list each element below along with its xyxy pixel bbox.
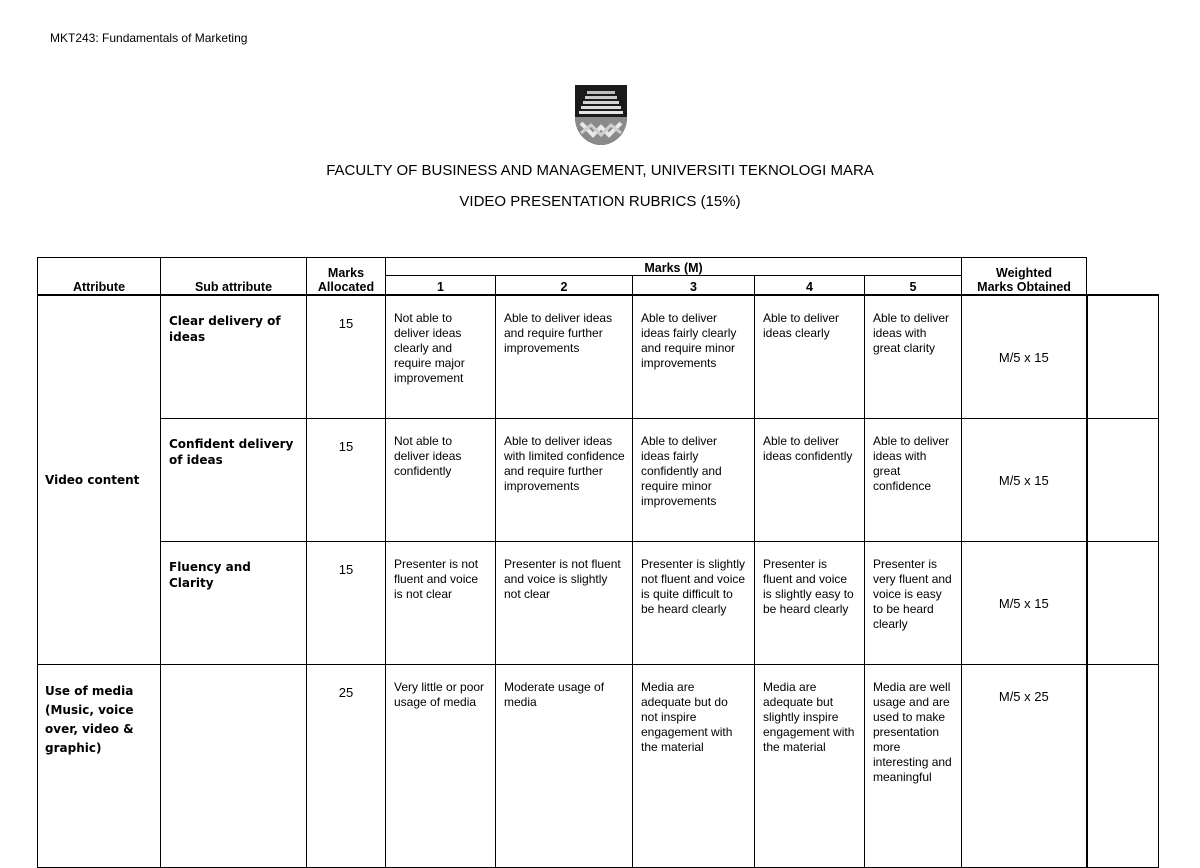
header-weighted-label: Weighted bbox=[996, 266, 1053, 280]
marks-allocated: 15 bbox=[307, 419, 386, 542]
header-obtained-label: Marks Obtained bbox=[977, 280, 1071, 294]
rubric-table bbox=[37, 257, 1159, 868]
attribute-video-content: Video content bbox=[38, 295, 161, 665]
header-level-1: 1 bbox=[386, 276, 496, 296]
university-crest-icon bbox=[573, 83, 629, 147]
header-allocated-label: Allocated bbox=[317, 280, 375, 294]
header-marks-m: Marks (M) bbox=[386, 258, 962, 276]
rubric-title: VIDEO PRESENTATION RUBRICS (15%) bbox=[459, 193, 741, 210]
sub-attribute: Fluency and Clarity bbox=[161, 542, 307, 665]
marks-obtained-cell bbox=[1087, 542, 1159, 665]
marks-obtained-cell bbox=[1087, 295, 1159, 419]
level-4-desc: Able to deliver ideas clearly bbox=[755, 295, 865, 419]
level-3-desc: Able to deliver ideas fairly clearly and require minor improvements bbox=[633, 295, 755, 419]
sub-attribute: Clear delivery of ideas bbox=[161, 295, 307, 419]
header-level-2: 2 bbox=[496, 276, 633, 296]
level-2-desc: Able to deliver ideas with limited confidence and require further improvements bbox=[496, 419, 633, 542]
header-sub-attribute: Sub attribute bbox=[161, 258, 307, 296]
weighted-formula: M/5 x 15 bbox=[962, 419, 1087, 542]
level-2-desc: Able to deliver ideas and require further improvements bbox=[496, 295, 633, 419]
level-4-desc: Presenter is fluent and voice is slightly easy to be heard clearly bbox=[755, 542, 865, 665]
level-5-desc: Able to deliver ideas with great confidence bbox=[865, 419, 962, 542]
level-2-desc: Presenter is not fluent and voice is slightly not clear bbox=[496, 542, 633, 665]
level-1-desc: Very little or poor usage of media bbox=[386, 665, 496, 868]
level-2-desc: Moderate usage of media bbox=[496, 665, 633, 868]
marks-obtained-cell bbox=[1087, 665, 1159, 868]
weighted-formula: M/5 x 15 bbox=[962, 542, 1087, 665]
faculty-title: FACULTY OF BUSINESS AND MANAGEMENT, UNIVERSITI TEKNOLOGI MARA bbox=[326, 162, 874, 179]
header-level-4: 4 bbox=[755, 276, 865, 296]
marks-obtained-cell bbox=[1087, 419, 1159, 542]
level-3-desc: Able to deliver ideas fairly confidently and require minor improvements bbox=[633, 419, 755, 542]
marks-allocated: 25 bbox=[307, 665, 386, 868]
header-marks-label: Marks bbox=[327, 266, 365, 280]
header-level-3: 3 bbox=[633, 276, 755, 296]
header-weighted-marks bbox=[962, 258, 1087, 296]
level-5-desc: Able to deliver ideas with great clarity bbox=[865, 295, 962, 419]
header-blank bbox=[1087, 258, 1159, 296]
level-3-desc: Presenter is slightly not fluent and voice is quite difficult to be heard clearly bbox=[633, 542, 755, 665]
weighted-formula: M/5 x 25 bbox=[962, 665, 1087, 868]
sub-attribute bbox=[161, 665, 307, 868]
marks-allocated: 15 bbox=[307, 542, 386, 665]
weighted-formula: M/5 x 15 bbox=[962, 295, 1087, 419]
header-level-5: 5 bbox=[865, 276, 962, 296]
level-4-desc: Media are adequate but slightly inspire engagement with the material bbox=[755, 665, 865, 868]
level-3-desc: Media are adequate but do not inspire engagement with the material bbox=[633, 665, 755, 868]
course-header: MKT243: Fundamentals of Marketing bbox=[50, 31, 248, 45]
marks-allocated: 15 bbox=[307, 295, 386, 419]
level-1-desc: Presenter is not fluent and voice is not clear bbox=[386, 542, 496, 665]
level-4-desc: Able to deliver ideas confidently bbox=[755, 419, 865, 542]
sub-attribute: Confident delivery of ideas bbox=[161, 419, 307, 542]
level-5-desc: Media are well usage and are used to make presentation more interesting and meaningful bbox=[865, 665, 962, 868]
header-marks-allocated bbox=[307, 258, 386, 296]
level-5-desc: Presenter is very fluent and voice is easy to be heard clearly bbox=[865, 542, 962, 665]
attribute-use-of-media: Use of media (Music, voice over, video & graphic) bbox=[38, 665, 161, 868]
level-1-desc: Not able to deliver ideas clearly and require major improvement bbox=[386, 295, 496, 419]
level-1-desc: Not able to deliver ideas confidently bbox=[386, 419, 496, 542]
header-attribute: Attribute bbox=[38, 258, 161, 296]
